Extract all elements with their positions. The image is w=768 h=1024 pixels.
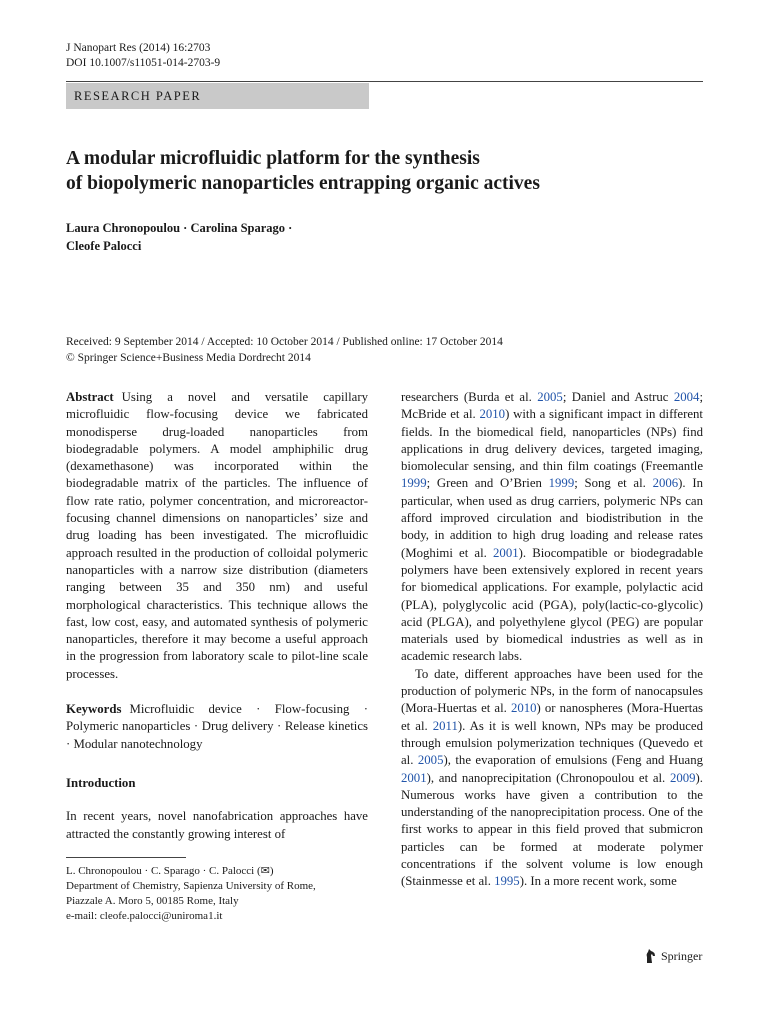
text-run: ). In a more recent work, some	[519, 874, 677, 889]
copyright-notice: © Springer Science+Business Media Dordrecht 2014	[66, 352, 311, 364]
citation-link[interactable]: 2001	[493, 545, 519, 560]
authors-line: Cleofe Palocci	[66, 239, 142, 253]
citation-link[interactable]: 2001	[401, 770, 427, 785]
header-rule	[66, 81, 703, 82]
citation-link[interactable]: 1999	[401, 476, 427, 491]
publisher-name: Springer	[661, 949, 703, 963]
abstract	[66, 389, 368, 683]
title-line: A modular microfluidic platform for the synthesis	[66, 148, 480, 169]
journal-line: J Nanopart Res (2014) 16:2703	[66, 42, 211, 54]
keywords	[66, 701, 368, 753]
right-column	[401, 389, 703, 891]
affiliation-line: Piazzale A. Moro 5, 00185 Rome, Italy	[66, 895, 239, 907]
citation-link[interactable]: 2005	[537, 390, 563, 404]
text-run: ). Biocompatible or biodegradable polymers have been extensively explored in recent years for biomedical applications. For example, polylactic acid (PLA), polyglycolic acid (PGA), poly(lactic-co-glycolic) acid (PLGA), and polyethylene glycol (PEG) are popular materials used by biomedical industries as well as in academic research labs.	[401, 545, 703, 664]
citation-link[interactable]: 1999	[548, 476, 575, 491]
author-affiliation	[66, 864, 368, 924]
affiliation-line: Department of Chemistry, Sapienza University of Rome,	[66, 880, 316, 892]
citation-link[interactable]: 2011	[432, 718, 458, 733]
abstract-label: Abstract	[66, 390, 114, 404]
citation-link[interactable]: 2006	[652, 476, 679, 491]
journal-citation	[66, 41, 220, 71]
received-dates: Received: 9 September 2014 / Accepted: 10 October 2014 / Published online: 17 October 2014	[66, 336, 503, 348]
author-list	[66, 219, 466, 255]
email-line: e-mail: cleofe.palocci@uniroma1.it	[66, 910, 223, 922]
publication-history	[66, 334, 703, 366]
publisher-logo	[644, 948, 702, 964]
text-run: ). In particular, when used as drug carriers, polymeric NPs can afford improved circulation and biodistribution in the body, in addition to high drug loading and release rates (Moghimi et al.	[401, 476, 703, 560]
text-run: ; McBride et al.	[401, 390, 703, 422]
keywords-text: Microfluidic device · Flow-focusing · Polymeric nanoparticles · Drug delivery · Release kinetics · Modular nanotechnology	[66, 702, 368, 751]
citation-link[interactable]: 1995	[494, 874, 520, 889]
text-run: ) or nanospheres (Mora-Huertas et al.	[401, 701, 703, 733]
abstract-text: Using a novel and versatile capillary microfluidic flow-focusing device we fabricated monodisperse drug-loaded nanoparticles from biodegradable polymers. A model amphiphilic drug (dexamethasone) was incorporated within the biodegradable matrix of the particles. The influence of flow rate ratio, polymer concentration, and microreactor-focusing channel dimensions on nanoparticles’ size and drug loading has been investigated. The microfluidic approach resulted in the production of colloidal polymeric nanoparticles with a narrow size distribution (diameters ranging between 35 and 350 nm) and useful morphological characteristics. This technique allows the fast, low cost, easy, and automated synthesis of polymeric nanoparticles, therefore it may become a useful approach in the progression from laboratory scale to pilot-line scale processes.	[66, 390, 368, 681]
body-paragraph	[401, 666, 703, 891]
text-run: ) with a significant impact in different fields. In the biomedical field, nanoparticles (NPs) find applications in drug delivery devices, targeted imaging, biomolecular sensing, and thin film coatings (Freemantle	[401, 407, 703, 474]
citation-link[interactable]: 2005	[417, 753, 444, 768]
left-column	[66, 389, 368, 843]
citation-link[interactable]: 2010	[479, 407, 506, 422]
text-run: ), the evaporation of emulsions (Feng and Huang	[443, 753, 703, 768]
keywords-label: Keywords	[66, 702, 122, 717]
paper-title	[66, 146, 686, 196]
title-line: of biopolymeric nanoparticles entrapping organic actives	[66, 173, 540, 194]
text-run: To date, different approaches have been used for the production of polymeric NPs, in the form of nanocapsules (Mora-Huertas et al.	[401, 666, 703, 716]
citation-link[interactable]: 2010	[510, 701, 537, 716]
text-run: ). As it is well known, NPs may be produced through emulsion polymerization techniques (Quevedo et al.	[401, 718, 703, 768]
authors-line: Laura Chronopoulou · Carolina Sparago ·	[66, 221, 293, 235]
affiliation-line: L. Chronopoulou · C. Sparago · C. Palocci (✉)	[66, 865, 274, 877]
springer-horse-icon	[644, 948, 657, 964]
article-type-banner: RESEARCH PAPER	[66, 83, 369, 109]
section-heading: Introduction	[66, 775, 136, 790]
text-run: researchers (Burda et al.	[401, 390, 538, 404]
text-run: ). Numerous works have given a contribution to the understanding of the nanoprecipitation process. One of the first works to appear in this field proved that submicron particles can be formed at moderate polymer concentrations if the solvent volume is low enough (Stainmesse et al.	[401, 770, 703, 889]
text-run: ; Daniel and Astruc	[562, 390, 674, 404]
text-run: ; Green and O’Brien	[426, 476, 549, 491]
citation-link[interactable]: 2004	[673, 390, 700, 404]
footnote-rule	[66, 857, 186, 858]
doi-line: DOI 10.1007/s11051-014-2703-9	[66, 57, 221, 69]
intro-paragraph: In recent years, novel nanofabrication approaches have attracted the constantly growing interest of	[66, 809, 368, 841]
body-paragraph	[401, 389, 703, 666]
text-run: ), and nanoprecipitation (Chronopoulou et al.	[426, 770, 670, 785]
text-run: ; Song et al.	[574, 476, 653, 491]
citation-link[interactable]: 2009	[669, 770, 696, 785]
